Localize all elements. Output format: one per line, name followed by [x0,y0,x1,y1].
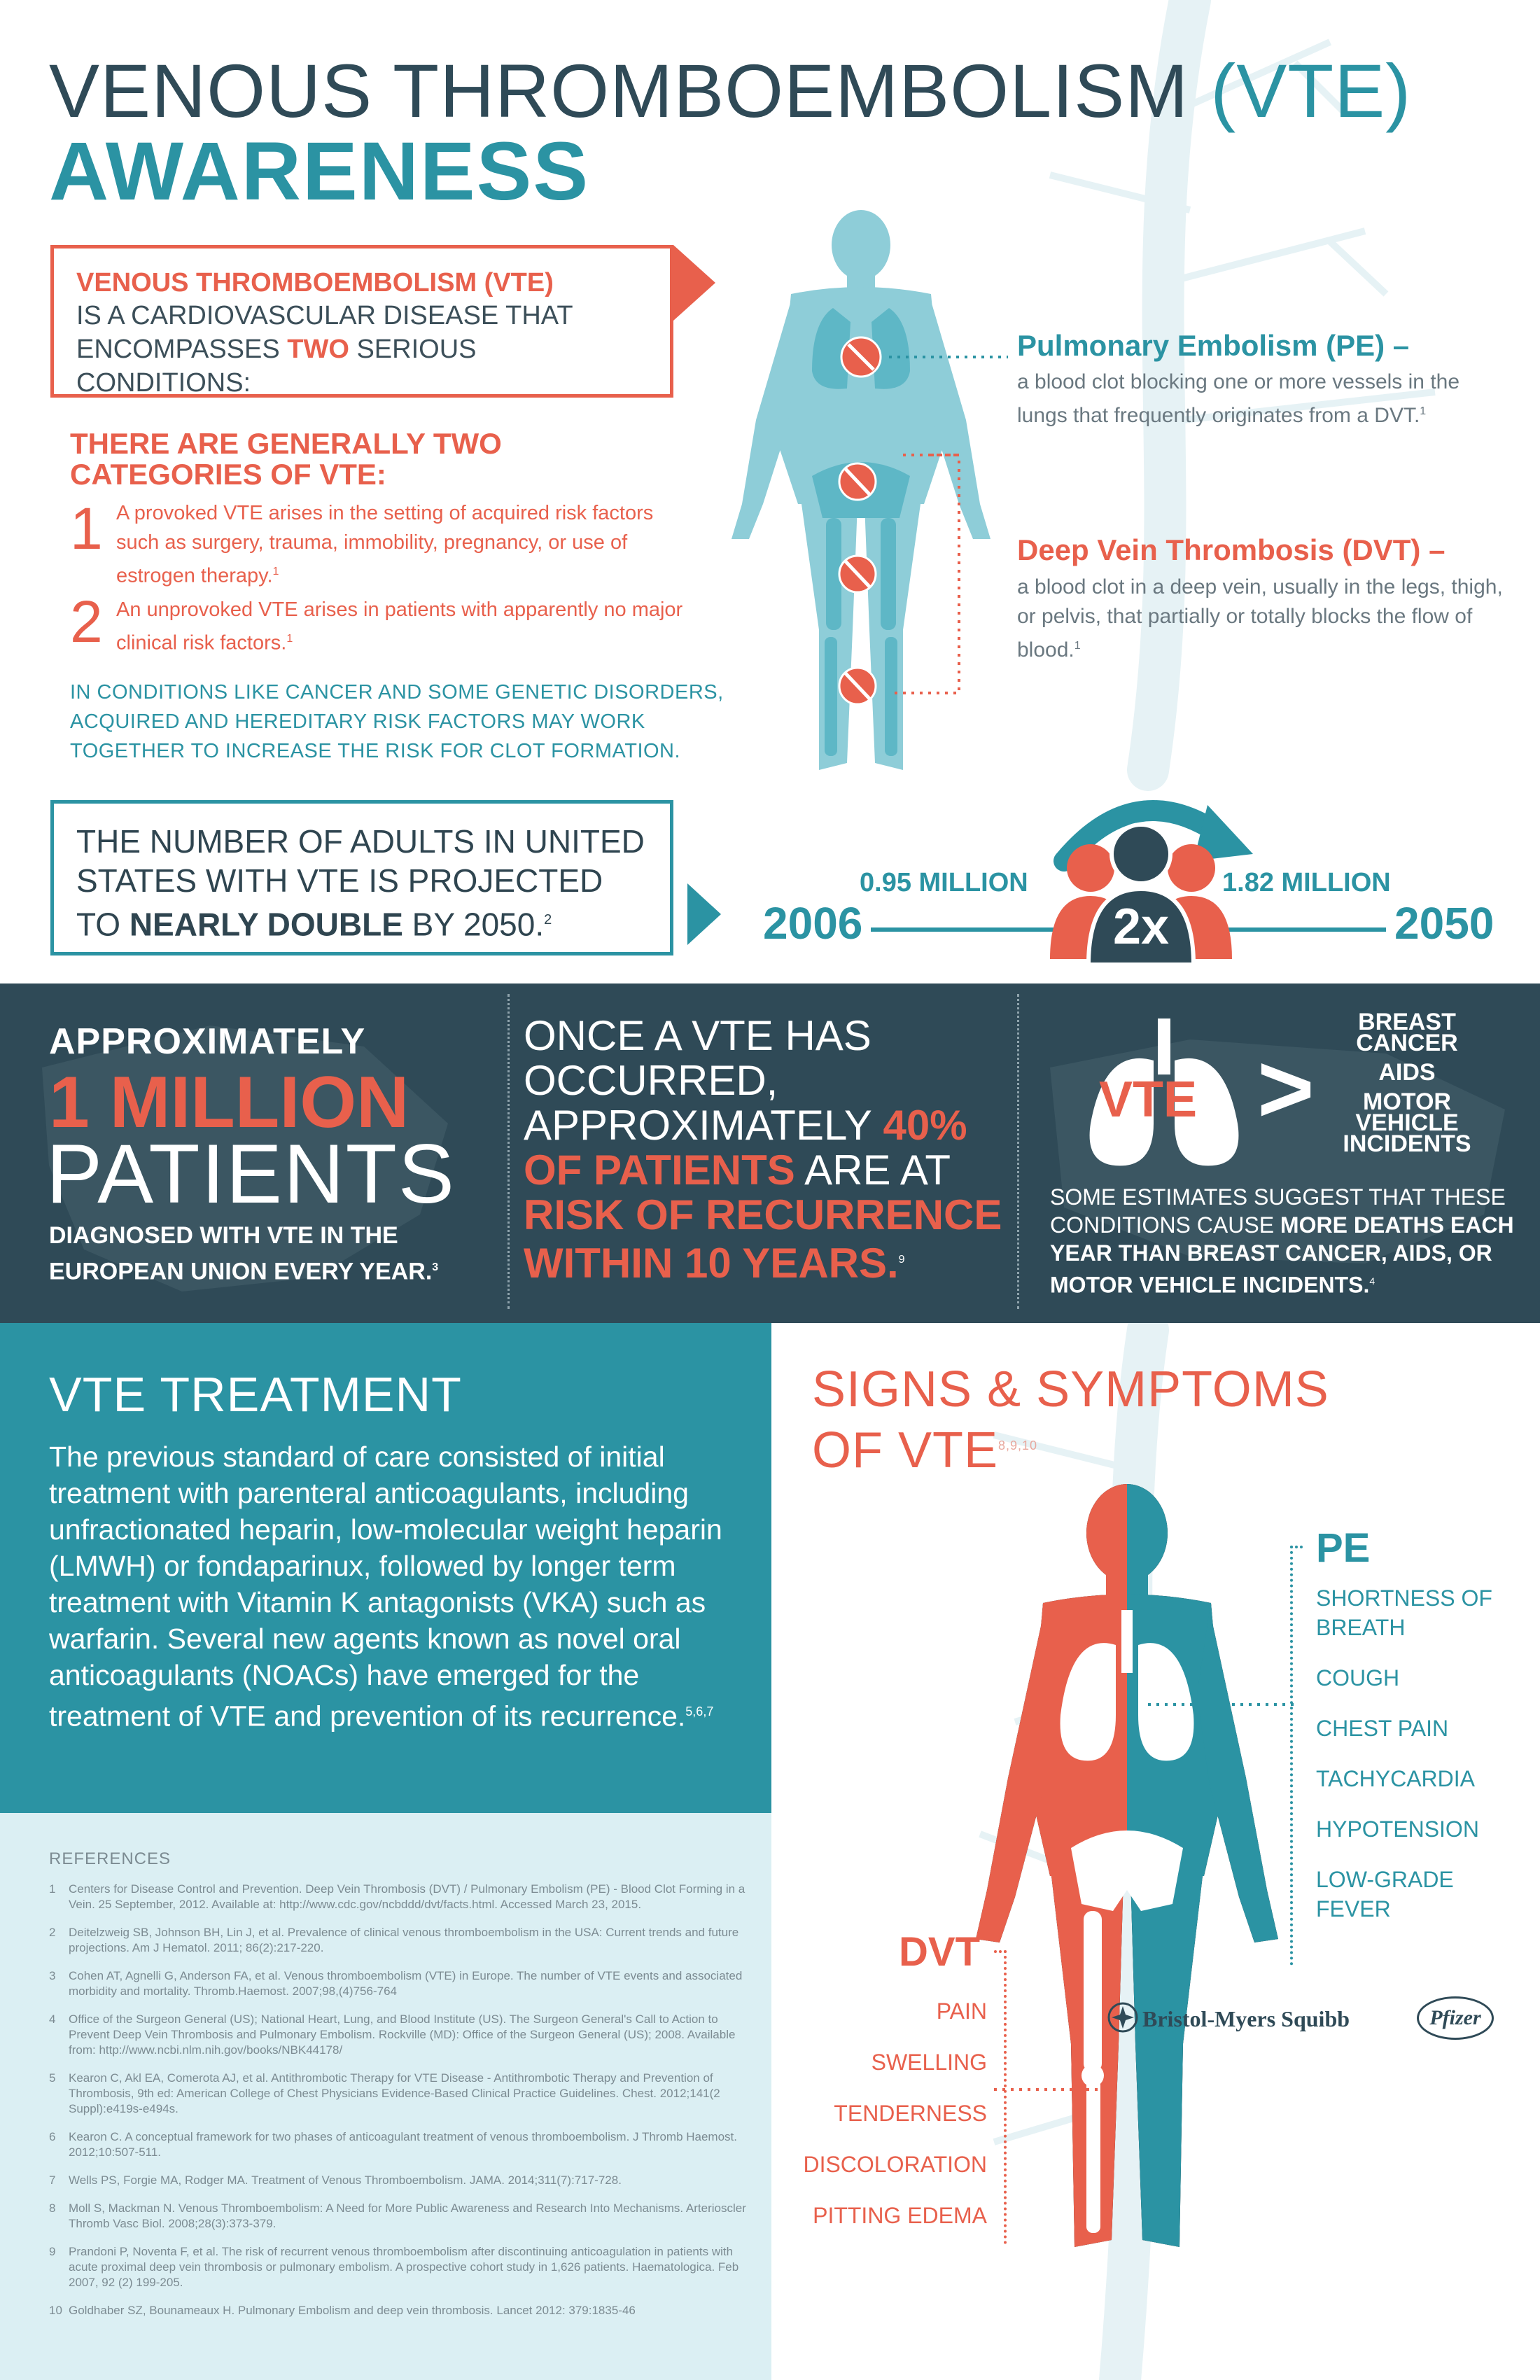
category-1-number: 1 [70,496,103,561]
pe-symptoms-heading: PE [1316,1525,1371,1571]
list-item: 3 Cohen AT, Agnelli G, Anderson FA, et al. Venous thromboembolism (VTE) in Europe. The number of VTE events and associated morbidity and mortality. Thromb.Haemost. 2007;98,(4)756-764 [49,1969,743,1998]
list-item: MOTOR VEHICLE INCIDENTS [1343,1088,1471,1157]
page-title-line1: VENOUS THROMBOEMBOLISM (VTE) [49,48,1412,133]
category-2-number: 2 [70,589,103,654]
recurrence-stat: ONCE A VTE HAS OCCURRED, APPROXIMATELY 40% OF PATIENTS ARE AT RISK OF RECURRENCE WITHIN 10 YEARS.$^9$ [524,1012,1002,1287]
dvt-bracket [994,1950,1007,2244]
list-item: DISCOLORATION [803,2152,987,2177]
pe-symptoms-list [1316,1583,1526,1945]
list-item: LOW-GRADE FEVER [1316,1867,1454,1921]
bms-logo-icon [1107,2002,1138,2033]
list-item: SHORTNESS OF BREATH [1316,1586,1492,1640]
references-list [49,1882,749,2331]
pe-title: Pulmonary Embolism (PE) – [1017,329,1410,362]
list-item: 10 Goldhaber SZ, Bounameaux H. Pulmonary Embolism and deep vein thrombosis. Lancet 2012: 379:1835-46 [49,2304,636,2317]
pe-bracket [1290,1546,1303,1966]
treatment-title: VTE TREATMENT [49,1367,462,1422]
page-title-line2: AWARENESS [49,125,590,218]
list-item: 1 Centers for Disease Control and Prevention. Deep Vein Thrombosis (DVT) / Pulmonary Embolism (PE) - Blood Clot Forming in a Vein. 25 September, 2012. Available at: http://www.cdc.gov/ncbddd/dvt/facts.html. Accessed March 23, 2015. [49,1882,746,1911]
projection-arrow-icon [687,883,721,945]
list-item: 4 Office of the Surgeon General (US); National Heart, Lung, and Blood Institute (US). The Surgeon General's Call to Action to Prevent Deep Vein Thrombosis and Pulmonary Embolism. Rockville (MD): Office of the Surgeon General (US); 2008. Available from: http://www.ncbi.nlm.nih.gov/books/NBK44178/ [49,2012,736,2057]
dvt-leader-line [994,2086,1106,2093]
eu-stat-unit: PATIENTS [46,1127,456,1221]
list-item: CHEST PAIN [1316,1716,1449,1741]
list-item: BREAST CANCER [1356,1009,1458,1056]
list-item: TENDERNESS [834,2101,987,2126]
definition-line2: IS A CARDIOVASCULAR DISEASE THAT [76,301,573,330]
categories-heading: THERE ARE GENERALLY TWO CATEGORIES OF VTE: [70,427,502,491]
compare-conditions-list [1323,1011,1491,1163]
value-start: 0.95 MILLION [860,868,1028,897]
eu-stat-label: APPROXIMATELY [49,1021,366,1062]
list-item: 6 Kearon C. A conceptual framework for two phases of anticoagulant treatment of venous thromboembolism. J Thromb Haemost. 2012;10:507-511. [49,2130,737,2159]
dvt-description: a blood clot in a deep vein, usually in the legs, thigh, or pelvis, that partially or totally blocks the flow of blood.$^1$ [1017,575,1503,662]
list-item: 2 Deitelzweig SB, Johnson BH, Lin J, et al. Prevalence of clinical venous thromboembolism in the USA: Current trends and future projections. Am J Hematol. 2011; 86(2):217-220. [49,1926,739,1954]
dvt-symptoms-heading: DVT [899,1929,980,1975]
list-item: HYPOTENSION [1316,1816,1479,1842]
references-heading: REFERENCES [49,1849,172,1868]
eu-stat-number: 1 MILLION [49,1062,410,1143]
category-2-text: An unprovoked VTE arises in patients with apparently no major clinical risk factors.$^1$ [116,598,683,654]
projection-box: THE NUMBER OF ADULTS IN UNITED STATES WITH VTE IS PROJECTED TO NEARLY DOUBLE BY 2050.$^2$ [50,800,673,955]
signs-title: SIGNS & SYMPTOMS OF VTE$^{8,9,10}$ [812,1362,1329,1478]
risk-factors-note: IN CONDITIONS LIKE CANCER AND SOME GENETIC DISORDERS, ACQUIRED AND HEREDITARY RISK FACTORS MAY WORK TOGETHER TO INCREASE THE RISK FOR CLOT FORMATION. [70,681,724,762]
list-item: 9 Prandoni P, Noventa F, et al. The risk of recurrent venous thromboembolism after discontinuing anticoagulation in patients with acute proximal deep vein thrombosis or pulmonary embolism. A prospective cohort study in 1,626 patients. Haematologica. Feb 2007, 92 (2) 199-205. [49,2245,739,2289]
split-body-figure [966,1484,1288,2261]
year-end: 2050 [1386,897,1494,949]
people-double-icon [1008,784,1274,966]
list-item: PAIN [936,1998,987,2024]
divider [1017,994,1019,1309]
list-item: PITTING EDEMA [813,2203,987,2228]
deaths-stat: SOME ESTIMATES SUGGEST THAT THESE CONDITIONS CAUSE MORE DEATHS EACH YEAR THAN BREAST CANCER, AIDS, OR MOTOR VEHICLE INCIDENTS.$^4$ [1050,1184,1514,1298]
definition-arrow-icon [673,245,715,321]
pe-leader-line [1148,1701,1302,1708]
list-item: TACHYCARDIA [1316,1766,1475,1791]
list-item: AIDS [1378,1059,1436,1086]
definition-box [50,245,673,398]
pe-description: a blood clot blocking one or more vessels in the lungs that frequently originates from a DVT.$^1$ [1017,370,1460,427]
eu-stat-desc: DIAGNOSED WITH VTE IN THE EUROPEAN UNION EVERY YEAR.$^3$ [49,1222,439,1285]
list-item: 7 Wells PS, Forgie MA, Rodger MA. Treatment of Venous Thromboembolism. JAMA. 2014;311(7):717-728. [49,2174,622,2187]
definition-heading: VENOUS THROMBOEMBOLISM (VTE) [76,268,554,298]
category-1-text: A provoked VTE arises in the setting of acquired risk factors such as surgery, trauma, immobility, pregnancy, or use of estrogen therapy.$^1$ [116,502,654,587]
bms-logo: Bristol-Myers Squibb [1142,2006,1350,2031]
list-item: 8 Moll S, Mackman N. Venous Thromboembolism: A Need for More Public Awareness and Research Into Mechanisms. Arterioscler Thromb Vasc Biol. 2008;28(3):373-379. [49,2202,746,2230]
value-end: 1.82 MILLION [1222,868,1391,897]
divider [507,994,510,1309]
multiplier-label: 2x [1112,899,1170,955]
dvt-symptoms-list [770,1996,987,2252]
list-item: COUGH [1316,1665,1400,1690]
condition-leader-lines [882,343,1015,700]
treatment-body: The previous standard of care consisted of initial treatment with parenteral anticoagulants, including unfractionated heparin, low-molecular weight heparin (LMWH) or fondaparinux, followed by longer term treatment with Vitamin K antagonists (VKA) such as warfarin. Several new agents known as novel oral anticoagulants (NOACs) have emerged for the treatment of VTE and prevention of its recurrence.$^{5,6,7}$ [49,1441,722,1732]
year-start: 2006 [763,897,871,949]
greater-than-icon: > [1257,1033,1315,1143]
dvt-title: Deep Vein Thrombosis (DVT) – [1017,533,1446,566]
vte-lungs-label: VTE [1099,1072,1198,1128]
pfizer-logo: Pfizer [1417,1996,1494,2040]
definition-line3: ENCOMPASSES TWO SERIOUS CONDITIONS: [76,335,477,398]
list-item: SWELLING [871,2050,987,2075]
list-item: 5 Kearon C, Akl EA, Comerota AJ, et al. Antithrombotic Therapy for VTE Disease - Antithrombotic Therapy and Prevention of Thrombosis, 9th ed: American College of Chest Physicians Evidence-Based Clinical Practice Guidelines. Chest. 2012;141(2 Suppl):e419s-e494s. [49,2071,720,2115]
